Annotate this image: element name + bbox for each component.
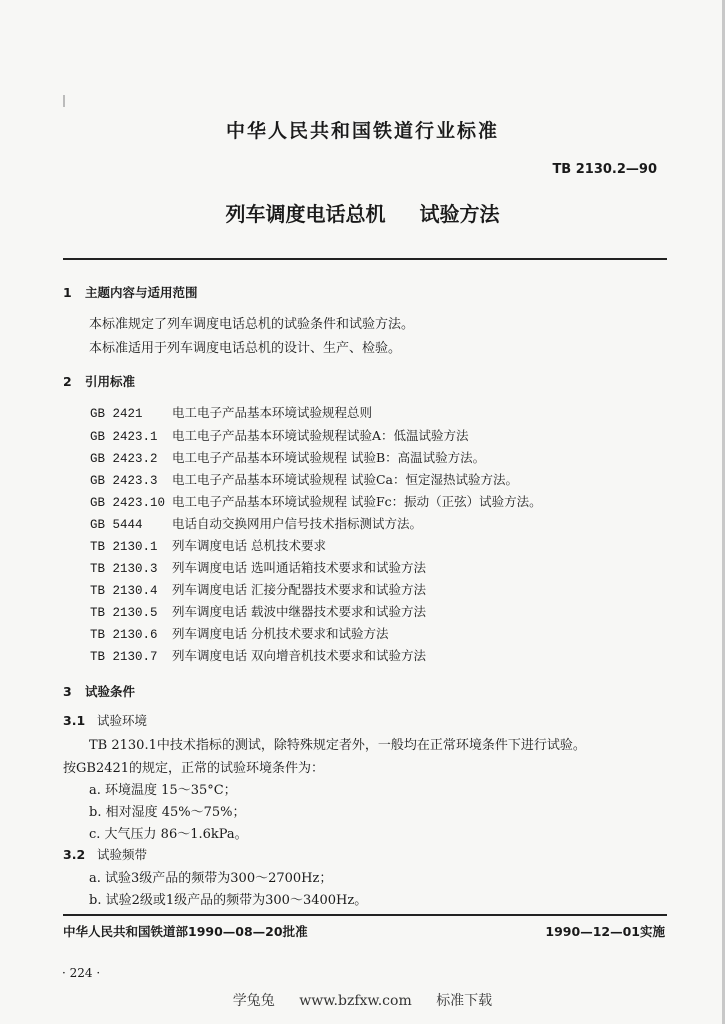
approval-note: 中华人民共和国铁道部1990—08—20批准 bbox=[63, 924, 308, 939]
watermark bbox=[0, 990, 725, 1010]
section-title: 主题内容与适用范围 bbox=[85, 285, 198, 300]
reference-code: TB 2130.5 bbox=[90, 606, 158, 620]
reference-code: GB 2423.1 bbox=[90, 430, 158, 444]
reference-title: 电工电子产品基本环境试验规程 试验Fc：振动（正弦）试验方法。 bbox=[172, 494, 542, 509]
standard-code: TB 2130.2—90 bbox=[552, 162, 657, 177]
section-number: 3 bbox=[63, 684, 72, 699]
reference-title: 电话自动交换网用户信号技术指标测试方法。 bbox=[172, 516, 423, 531]
reference-item bbox=[90, 557, 426, 576]
reference-title: 电工电子产品基本环境试验规程 试验Ca：恒定湿热试验方法。 bbox=[172, 472, 518, 487]
section-3-1-paragraph-2: 按GB2421的规定，正常的试验环境条件为： bbox=[63, 761, 325, 776]
document-title bbox=[0, 198, 725, 227]
reference-title: 列车调度电话 总机技术要求 bbox=[172, 538, 326, 553]
reference-code: TB 2130.3 bbox=[90, 562, 158, 576]
page-number: · 224 · bbox=[62, 966, 101, 980]
section-title: 引用标准 bbox=[85, 374, 136, 389]
condition-item: b. 相对湿度 45%～75%； bbox=[89, 805, 246, 820]
reference-item bbox=[90, 447, 485, 466]
reference-title: 列车调度电话 载波中继器技术要求和试验方法 bbox=[172, 604, 426, 619]
section-1-paragraph-1: 本标准规定了列车调度电话总机的试验条件和试验方法。 bbox=[89, 317, 415, 332]
reference-code: TB 2130.7 bbox=[90, 650, 158, 664]
reference-code: TB 2130.1 bbox=[90, 540, 158, 554]
section-number: 2 bbox=[63, 374, 72, 389]
reference-title: 电工电子产品基本环境试验规程总则 bbox=[172, 405, 373, 420]
reference-item bbox=[90, 402, 372, 421]
title-main: 列车调度电话总机 bbox=[225, 202, 386, 226]
watermark-url[interactable]: www.bzfxw.com bbox=[299, 993, 412, 1009]
title-sub: 试验方法 bbox=[419, 202, 500, 226]
reference-title: 电工电子产品基本环境试验规程 试验B：高温试验方法。 bbox=[172, 450, 486, 465]
section-number: 3.2 bbox=[63, 847, 86, 862]
section-number: 3.1 bbox=[63, 713, 86, 728]
reference-code: GB 2421 bbox=[90, 407, 143, 421]
section-2-heading bbox=[63, 372, 135, 390]
section-3-1-paragraph-1: TB 2130.1中技术指标的测试，除特殊规定者外，一般均在正常环境条件下进行试验。 bbox=[89, 738, 586, 753]
frequency-item: a. 试验3级产品的频带为300～2700Hz； bbox=[89, 871, 333, 886]
section-title: 试验频带 bbox=[97, 847, 148, 862]
header-rule bbox=[63, 258, 667, 260]
reference-item bbox=[90, 535, 326, 554]
scan-mark bbox=[63, 95, 65, 107]
reference-item bbox=[90, 623, 388, 642]
reference-code: GB 2423.2 bbox=[90, 452, 158, 466]
reference-item bbox=[90, 645, 426, 664]
frequency-item: b. 试验2级或1级产品的频带为300～3400Hz。 bbox=[89, 893, 368, 908]
reference-item bbox=[90, 513, 422, 532]
reference-item bbox=[90, 469, 518, 488]
section-3-heading bbox=[63, 682, 135, 700]
reference-code: GB 2423.3 bbox=[90, 474, 158, 488]
effective-date: 1990—12—01实施 bbox=[545, 924, 665, 939]
footer-rule bbox=[63, 914, 667, 916]
reference-title: 电工电子产品基本环境试验规程试验A：低温试验方法 bbox=[172, 428, 469, 443]
condition-item: c. 大气压力 86～1.6kPa。 bbox=[89, 827, 248, 842]
reference-code: TB 2130.4 bbox=[90, 584, 158, 598]
reference-item bbox=[90, 425, 469, 444]
section-3-2-heading bbox=[63, 845, 147, 863]
section-title: 试验环境 bbox=[97, 713, 148, 728]
reference-code: GB 2423.10 bbox=[90, 496, 166, 510]
reference-title: 列车调度电话 分机技术要求和试验方法 bbox=[172, 626, 389, 641]
reference-item bbox=[90, 579, 426, 598]
section-3-1-heading bbox=[63, 711, 147, 729]
section-1-heading bbox=[63, 283, 198, 301]
condition-item: a. 环境温度 15～35°C； bbox=[89, 783, 237, 798]
section-number: 1 bbox=[63, 285, 72, 300]
watermark-label: 标准下载 bbox=[436, 993, 493, 1009]
reference-code: TB 2130.6 bbox=[90, 628, 158, 642]
standard-org-header: 中华人民共和国铁道行业标准 bbox=[225, 120, 499, 142]
section-title: 试验条件 bbox=[85, 684, 136, 699]
reference-title: 列车调度电话 双向增音机技术要求和试验方法 bbox=[172, 648, 426, 663]
watermark-site: 学兔兔 bbox=[232, 993, 275, 1009]
reference-code: GB 5444 bbox=[90, 518, 143, 532]
reference-title: 列车调度电话 选叫通话箱技术要求和试验方法 bbox=[172, 560, 426, 575]
reference-item bbox=[90, 601, 426, 620]
reference-title: 列车调度电话 汇接分配器技术要求和试验方法 bbox=[172, 582, 426, 597]
section-1-paragraph-2: 本标准适用于列车调度电话总机的设计、生产、检验。 bbox=[89, 341, 402, 356]
reference-item bbox=[90, 491, 542, 510]
